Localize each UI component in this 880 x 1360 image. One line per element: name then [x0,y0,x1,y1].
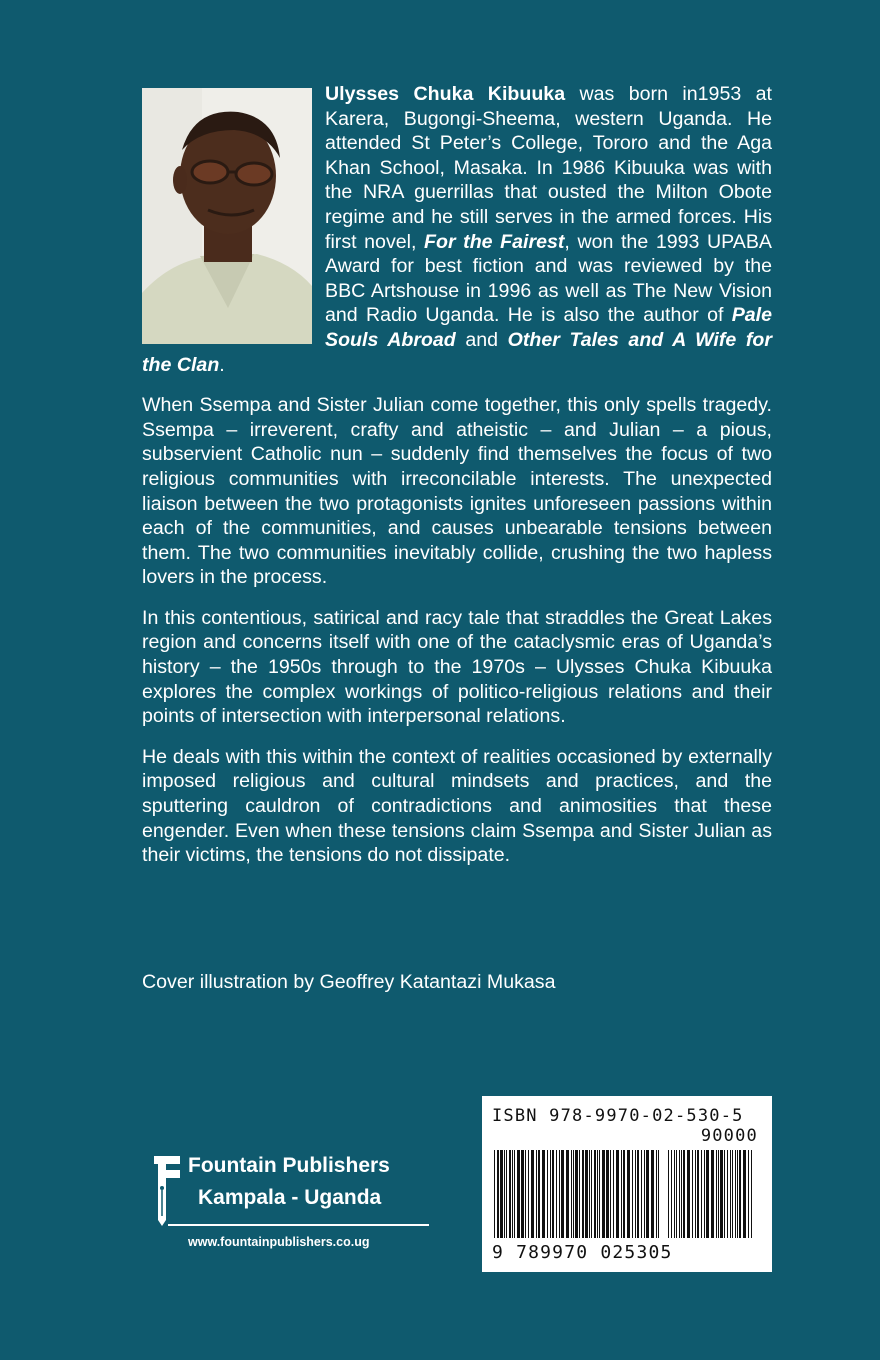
barcode-bar [594,1150,596,1238]
barcode-bar [589,1150,590,1238]
barcode-bar [494,1150,495,1238]
barcode-bar [521,1150,524,1238]
barcode-bar [512,1150,513,1238]
barcode-bar [706,1150,709,1238]
barcode-bar [732,1150,733,1238]
bio-text: was born in1953 at Karera, Bugongi-Sheema, western Uganda. He attended St Peter’s College, Tororo and the Aga Khan School, Masaka. In 1986 Kibuuka was with the NRA guerrillas that ousted the Milton Obote regime and he still serves in the armed forces. His first novel, [325,83,772,253]
barcode-bar [743,1150,746,1238]
barcode-bar [504,1150,505,1238]
barcode-bar [683,1150,685,1238]
barcode-bar [556,1150,557,1238]
barcode-bar [668,1150,669,1238]
barcode-bar [542,1150,545,1238]
barcode-bar [500,1150,503,1238]
publisher-block [150,1150,440,1260]
barcode-bar [748,1150,749,1238]
barcode-bar [656,1150,657,1238]
barcode-bar [579,1150,580,1238]
barcode-bar [695,1150,696,1238]
barcode-bar [646,1150,649,1238]
barcode-bar [514,1150,515,1238]
barcode-bar [627,1150,630,1238]
author-name: Ulysses Chuka Kibuuka [325,83,566,105]
barcode-bar [517,1150,520,1238]
barcode-bar [597,1150,598,1238]
barcode-bar [687,1150,690,1238]
barcode-bar [616,1150,619,1238]
barcode-bar [531,1150,534,1238]
blurb-paragraph: When Ssempa and Sister Julian come together, this only spells tragedy. Ssempa – irreverent, crafty and atheistic – and Julian – a pious, subservient Catholic nun – suddenly find themselves the focus of two religious communities with irreconcilable interests. The unexpected liaison between the two protagonists ignites unforeseen passions within each of the communities, and causes unbearable tensions between them. The two communities inevitably collide, crushing the two hapless lovers in the process. [142,394,772,589]
barcode-bar [671,1150,672,1238]
barcode-bar [525,1150,526,1238]
fountain-pen-logo-icon [150,1150,186,1228]
price-code: 90000 [700,1126,758,1146]
barcode-bar [552,1150,554,1238]
barcode-bar [720,1150,723,1238]
barcode-bar [651,1150,654,1238]
blurb-paragraph: In this contentious, satirical and racy tale that straddles the Great Lakes region and concerns itself with one of the cataclysmic eras of Uganda’s history – the 1950s through to the 1970s – Ulysses Chuka Kibuuka explores the complex workings of politico-religious relations and their points of intersection with interpersonal relations. [142,606,772,728]
book-title: Pale Souls Abroad [325,304,772,351]
barcode-bar [591,1150,592,1238]
barcode-bar [571,1150,572,1238]
barcode-bar [735,1150,736,1238]
barcode-bar [528,1150,529,1238]
barcode-bar [497,1150,499,1238]
author-photo [142,88,312,344]
barcode-bar [641,1150,642,1238]
barcode-bar [697,1150,699,1238]
barcode-bar [724,1150,725,1238]
barcode-panel [482,1096,772,1272]
barcode-bar [679,1150,680,1238]
barcode-bar [718,1150,719,1238]
barcode-bar [711,1150,714,1238]
blurb-paragraph: He deals with this within the context of realities occasioned by externally imposed religious and cultural mindsets and practices, and the sputtering cauldron of contradictions and animosities that these engender. Even when these tensions claim Ssempa and Sister Julian as their victims, the tensions do not dissipate. [142,745,772,867]
bio-text: . [219,353,225,376]
publisher-website: www.fountainpublishers.co.ug [188,1235,370,1249]
barcode-bar [585,1150,588,1238]
ean-barcode [494,1150,662,1242]
barcode-bar [701,1150,702,1238]
barcode-bar [674,1150,675,1238]
barcode-bar [509,1150,511,1238]
barcode-bar [727,1150,728,1238]
barcode-bar [704,1150,705,1238]
isbn-text: ISBN 978-9970-02-530-5 [492,1106,744,1126]
barcode-bar [606,1150,609,1238]
barcode-bar [575,1150,578,1238]
barcode-bar [582,1150,584,1238]
barcode-bar [538,1150,540,1238]
barcode-bar [536,1150,537,1238]
barcode-bar [566,1150,569,1238]
barcode-bar [559,1150,560,1238]
barcode-bar [602,1150,605,1238]
barcode-bar [613,1150,614,1238]
cover-credit: Cover illustration by Geoffrey Katantazi Mukasa [142,971,556,993]
bio-text: , won the 1993 UPABA Award for best fiction and was reviewed by the BBC Artshouse in 1996 as well as The New Vision and Radio Uganda. He is also the author of [325,230,772,327]
barcode-bar [716,1150,717,1238]
addon-barcode [668,1150,760,1242]
barcode-bar [635,1150,636,1238]
barcode-bar [730,1150,731,1238]
text-column [142,82,772,884]
barcode-bar [550,1150,551,1238]
barcode-bar [610,1150,611,1238]
ean-digits: 9 789970 025305 [492,1242,673,1263]
publisher-name: Fountain Publishers [188,1154,390,1177]
barcode-bar [632,1150,633,1238]
publisher-location: Kampala - Uganda [198,1186,382,1209]
barcode-bar [681,1150,682,1238]
barcode-bar [599,1150,600,1238]
author-portrait [142,88,312,344]
book-title: Other Tales and A Wife for the Clan [142,328,772,376]
barcode-bar [561,1150,564,1238]
barcode-bar [506,1150,507,1238]
barcode-bar [658,1150,659,1238]
bio-text: and [455,328,508,351]
barcode-bar [644,1150,645,1238]
barcode-bar [751,1150,752,1238]
publisher-divider [168,1224,429,1226]
barcode-bar [676,1150,677,1238]
barcode-bar [547,1150,548,1238]
barcode-bar [623,1150,625,1238]
barcode-bar [621,1150,622,1238]
barcode-bar [692,1150,693,1238]
barcode-bar [739,1150,741,1238]
barcode-bar [573,1150,574,1238]
barcode-bar [637,1150,639,1238]
barcode-bar [737,1150,738,1238]
book-title: For the Fairest [424,230,565,253]
